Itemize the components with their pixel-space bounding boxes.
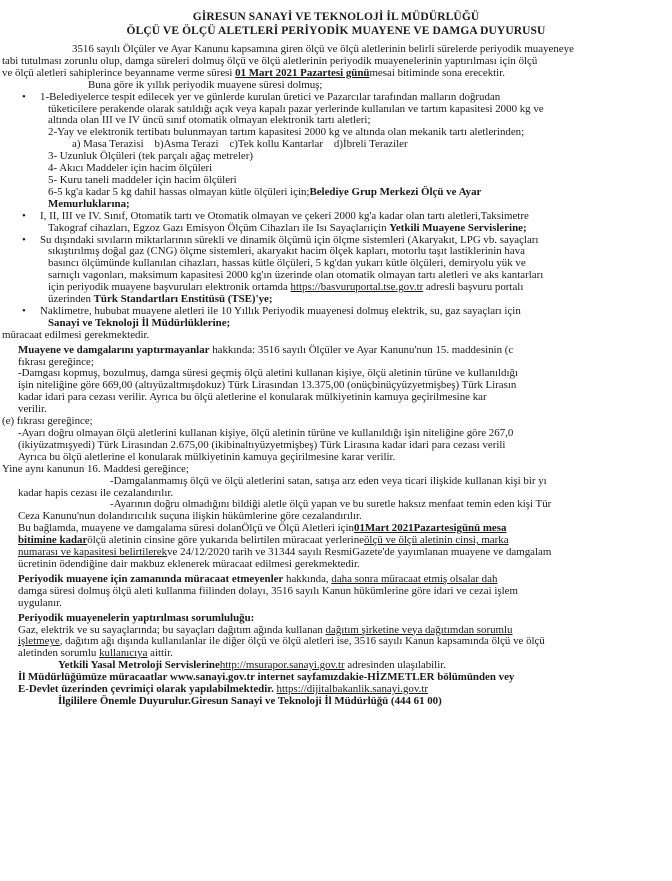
dijital-bakanlik-link[interactable]: https://dijitalbakanlik.sanayi.gov.tr	[276, 683, 428, 696]
deadline-line: ücretinin ödendiğine dair makbuz eklenerek müracaat edilmesi gerekmektedir.	[18, 557, 360, 570]
responsibility-line: aletinden sorumlu kullanıcıya aittir.	[18, 647, 173, 660]
late-section	[0, 574, 672, 610]
list-item: 4- Akıcı Maddeler için hacim ölçüleri	[48, 162, 213, 175]
bullet-icon: •	[22, 90, 26, 103]
bullet-municipal	[0, 92, 672, 211]
list-item: tüketicilere perakende olarak satıldığı açık veya kapalı pazar yerlerinde kullanılan ve tartım kapasitesi 2000 kg ve	[48, 102, 544, 115]
intro-line: 3516 sayılı Ölçüler ve Ayar Kanunu kapsamına giren ölçü ve ölçü aletlerinin belirli sürelerde periyodik muayeneye	[72, 43, 574, 55]
intro-line: ve ölçü aletleri sahiplerince beyanname verme süresi 01 Mart 2021 Pazartesi günümesai bitiminde sona erecektir.	[2, 66, 505, 79]
list-item: 2-Yay ve elektronik tertibatı bulunmayan tartım kapasitesi 2000 kg ve altında olan mekanik tartı aletlerinden;	[48, 126, 525, 139]
list-item: • I, II, III ve IV. Sınıf, Otomatik tartı ve Otomatik olmayan ve çekeri 2000 kg'a kadar olan tartı aletleri,Taksimetre	[22, 209, 529, 222]
deadline-line: bitimine kadarölçü aletinin cinsine göre yukarıda belirtilen müracaat yerlerineölçü ve ölçü aletinin cinsi, marka	[18, 534, 509, 547]
penalty-line: -Ayarı doğru olmayan ölçü aletlerini kullanan kişiye, ölçü aletinin türüne ve kullanıldığı işin niteliğine göre 267,0	[18, 427, 514, 439]
list-item: Takograf cihazları, Egzoz Gazı Emisyon Ölçüm Cihazları ile Isı Sayaçlarıiçin Yetkili Muayene Servislerine;	[48, 221, 527, 234]
penalty-line: -Ayarının doğru olmadığını bildiği aletle ölçü yapan ve bu suretle haksız menfaat temin eden kişi Tür	[110, 498, 552, 511]
page-title: GİRESUN SANAYİ VE TEKNOLOJİ İL MÜDÜRLÜĞÜ	[192, 11, 480, 23]
footer-line: Yetkili Yasal Metroloji Servislerinehttp://msurapor.sanayi.gov.tr adresinden ulaşılabilir.	[58, 659, 446, 672]
footer-line: İlgililere Önemle Duyurulur.Giresun Sanayi ve Teknoloji İl Müdürlüğü (444 61 00)	[58, 694, 442, 707]
deadline-section	[0, 523, 672, 571]
penalty-line: fıkrası gereğince;	[18, 355, 94, 368]
deadline-date: 01 Mart 2021 Pazartesi günü	[235, 66, 370, 79]
responsibility-section	[0, 613, 672, 661]
list-item: altında olan III ve IV üncü sınıf otomatik olmayan elektronik tartı aletleri;	[48, 114, 371, 127]
penalty-line: -Damgalanmamış ölçü ve ölçü aletlerini satan, satışa arz eden veya ticari ilişkide kullanan kişi bir yı	[110, 474, 547, 487]
list-item: 6-5 kg'a kadar 5 kg dahil hassas olmayan kütle ölçüleri için;Belediye Grup Merkezi Ölçü ve Ayar	[48, 185, 482, 198]
penalty-line: -Damgası kopmuş, bozulmuş, damga süresi geçmiş ölçü aletini kullanan kişiye, ölçü aletinin türüne ve kullanıldığı	[18, 367, 518, 380]
footer-section	[0, 660, 672, 708]
list-item: müracaat edilmesi gerekmektedir.	[2, 328, 150, 341]
late-line: damga süresi dolmuş ölçü aleti kullanma fiilinden dolayı, 3516 sayılı Kanun hükümlerine göre idari ve cezai işlem	[18, 584, 518, 597]
deadline-line: numarası ve kapasitesi belirtilerekve 24/12/2020 tarih ve 31344 sayılı ResmiGazete'de yayımlanan muayene ve damgalam	[18, 546, 552, 559]
bullet-tse	[0, 235, 672, 306]
penalty-section	[0, 345, 672, 524]
bullet-icon: •	[22, 233, 26, 246]
bullet-icon: •	[22, 209, 26, 222]
list-item: üzerinden Türk Standartları Enstitüsü (TSE)'ye;	[48, 293, 273, 306]
list-item: • Naklimetre, hububat muayene aletleri ile 10 Yıllık Periyodik muayenesi dolmuş elektrik, su, gaz sayaçları için	[22, 304, 521, 317]
penalty-line: verilir.	[18, 403, 47, 416]
responsibility-heading: Periyodik muayenelerin yaptırılması sorumluluğu:	[18, 611, 255, 624]
intro-section	[0, 44, 672, 92]
bullet-icon: •	[22, 304, 26, 317]
list-item: için periyodik muayene başvuruları elektronik ortamda https://basvuruportal.tse.gov.tr adresli başvuru portalı	[48, 281, 524, 294]
list-item: a) Masa Terazisi b)Asma Terazi c)Tek kollu Kantarlar d)İbreli Teraziler	[72, 138, 408, 151]
late-line: uygulanır.	[18, 596, 62, 609]
msurapor-link[interactable]: http://msurapor.sanayi.gov.tr	[219, 659, 345, 672]
deadline-line: Bu bağlamda, muayene ve damgalama süresi dolanÖlçü ve Ölçü Aletleri için01Mart 2021Pazartesigünü mesa	[18, 522, 507, 535]
list-item: Sanayi ve Teknoloji İl Müdürlüklerine;	[48, 316, 231, 329]
list-item: sarnıçlı vagonları, maksimum kapasitesi 2000 kg'ın üzerinde olan otomatik olmayan tartı aletleri ve aks kantarları	[48, 269, 544, 282]
penalty-line: (ikiyüzatmışyedi) Türk Lirasından 2.675,00 (ikibinaltıyüzyetmişbeş) Türk Lirasına kadar idari para cezası verili	[18, 438, 506, 451]
list-item: 3- Uzunluk Ölçüleri (tek parçalı ağaç metreler)	[48, 150, 254, 163]
penalty-line: Muayene ve damgalarını yaptırmayanlar hakkında: 3516 sayılı Ölçüler ve Ayar Kanunu'nun 15. maddesinin (c	[18, 343, 514, 356]
page-subtitle: ÖLÇÜ VE ÖLÇÜ ALETLERİ PERİYODİK MUAYENE VE DAMGA DUYURUSU	[126, 25, 546, 37]
list-item: Memurluklarına;	[48, 197, 130, 210]
intro-line: tabi tutulması zorunlu olup, damga süreleri dolmuş ölçü ve ölçü aletlerinin periyodik muayenelerinin yaptırılması için ölçü	[2, 54, 538, 67]
penalty-line: Ayrıca bu ölçü aletlerine el konularak mülkiyetinin kamuya geçirilmesine karar verilir.	[18, 450, 396, 463]
penalty-line: kadar idari para cezası verilir. Ayrıca bu ölçü aletlerine el konularak mülkiyetinin kamuya geçirilmesine kar	[18, 391, 487, 404]
list-item: 5- Kuru taneli maddeler için hacim ölçüleri	[48, 173, 237, 186]
footer-line: İl Müdürlüğümüze müracaatlar www.sanayi.gov.tr internet sayfamızdakie-HİZMETLER bölümünden vey	[18, 671, 515, 684]
penalty-line: Yine aynı kanunun 16. Maddesi gereğince;	[2, 462, 189, 475]
list-item: • 1-Belediyelerce tespit edilecek yer ve günlerde kurulan üretici ve Pazarcılar tarafından malların doğrudan	[22, 90, 501, 103]
bullet-service	[0, 211, 672, 235]
bullet-directorate	[0, 306, 672, 342]
responsibility-line: Gaz, elektrik ve su sayaçlarında; bu sayaçları dağıtım ağında kullanan dağıtım şirketine veya dağıtımdan sorumlu	[18, 623, 513, 636]
penalty-line: (e) fıkrası gereğince;	[2, 415, 93, 428]
responsibility-line: işletmeye, dağıtım ağı dışında kullanılanlar ile diğer ölçü ve ölçü aletleri ise, 3516 sayılı Kanun kapsamında ölçü ve ölçü	[18, 635, 545, 648]
intro-line: Buna göre ik yıllık periyodik muayene süresi dolmuş;	[88, 78, 323, 91]
penalty-line: kadar hapis cezası ile cezalandırılır.	[18, 486, 174, 499]
tse-portal-link[interactable]: https://basvuruportal.tse.gov.tr	[290, 281, 424, 294]
list-item: • Su dışındaki sıvıların miktarlarının sürekli ve dinamik ölçümü için ölçme sistemleri (Akaryakıt, LPG vb. sayaçları	[22, 233, 539, 246]
penalty-line: Ceza Kanunu'nun dolandırıcılık suçuna ilişkin hükümlerine göre cezalandırılır.	[18, 510, 362, 523]
penalty-line: işin niteliğine göre 669,00 (altıyüzaltmışdokuz) Türk Lirasından 13.375,00 (onüçbinüçyüzyetmişbeş) Türk Lirasın	[18, 379, 517, 392]
list-item: sıkıştırılmış doğal gaz (CNG) ölçme sistemleri, akaryakıt hacim ölçek kapları, motorlu taşıt lastiklerinin hava	[48, 245, 525, 258]
list-item: basıncı ölçümünde kullanılan cihazları, hassas kütle ölçüleri, 5 kg'dan yukarı kütle ölçüleri, demiryolu yük ve	[48, 257, 526, 270]
footer-line: E-Devlet üzerinden çevrimiçi olarak yapılabilmektedir. https://dijitalbakanlik.sanayi.gov.tr	[18, 683, 428, 696]
late-line: Periyodik muayene için zamanında müracaat etmeyenler hakkında, daha sonra müracaat etmiş olsalar dah	[18, 572, 498, 585]
